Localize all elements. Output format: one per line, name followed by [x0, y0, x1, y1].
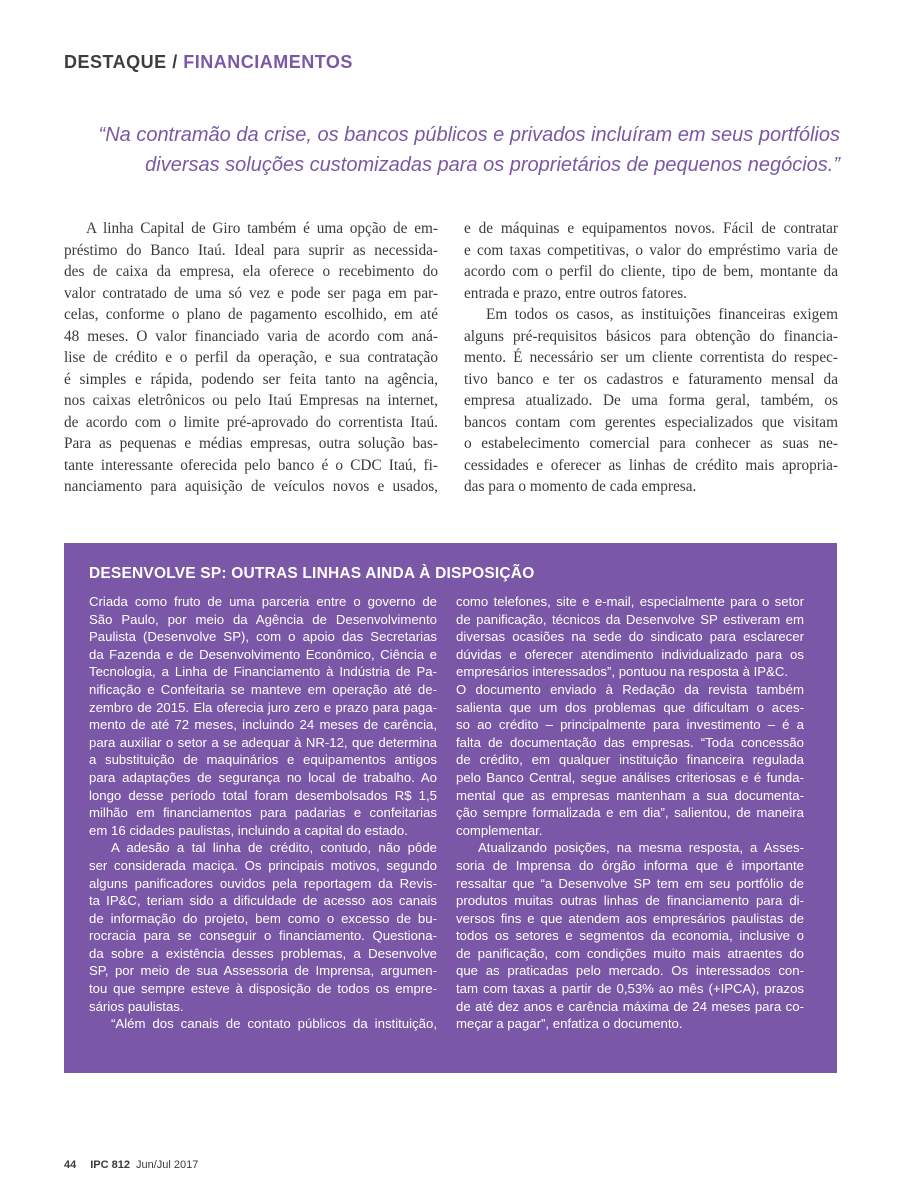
text-line: tou que sempre esteve à disposição de todos os empre-	[89, 981, 437, 997]
text-line: so ao crédito – principalmente para investimento – é a	[456, 717, 804, 733]
page-footer	[64, 1159, 198, 1171]
text-line: pelo Banco Central, segue análises criteriosas e é funda-	[456, 769, 804, 785]
text-line: dúvidas e oferecer atendimento individualizado para os	[456, 646, 804, 662]
text-line: nos caixas eletrônicos ou pelo Itaú Empresas na internet,	[64, 392, 438, 409]
text-line: em 16 cidades paulistas, incluindo a capital do estado.	[89, 822, 408, 838]
text-line: A linha Capital de Giro também é uma opção de em-	[86, 220, 438, 237]
text-line: alguns pré-requisitos básicos para obtenção do financia-	[464, 327, 838, 345]
text-line: para auxiliar o setor a se adequar à NR-12, que determina	[89, 734, 437, 750]
sidebar-box-column-left	[89, 593, 437, 1033]
text-line: de crédito, em qualquer instituição financeira regulada	[456, 752, 804, 768]
text-line: produtos muitas outras linhas de financiamento para di-	[456, 893, 804, 909]
text-line: des de caixa da empresa, ela oferece o recebimento do	[64, 263, 438, 280]
text-line: mento. É necessário ser um cliente correntista do respec-	[464, 349, 838, 366]
text-line: ressaltar que “a Desenvolve SP tem em seu portfólio de	[456, 875, 804, 891]
text-line: São Paulo, por meio da Agência de Desenvolvimento	[89, 611, 437, 627]
text-line: milhão em financiamentos para padarias e confeitarias	[89, 805, 437, 821]
text-line: nanciamento para aquisição de veículos novos e usados,	[64, 478, 438, 495]
article-column-left	[64, 218, 438, 498]
text-line: todos os setores e segmentos da economia, inclusive o	[456, 928, 804, 944]
text-line: lise de crédito e o perfil da operação, e sua contratação	[64, 349, 438, 366]
text-line: tivo banco e ter os cadastros e faturamento mensal da	[464, 370, 838, 388]
text-line: mento de até 72 meses, incluindo 24 meses de carência,	[89, 717, 437, 733]
text-line: da Fazenda e de Desenvolvimento Econômico, Ciência e	[89, 646, 437, 662]
text-line: tam com taxas a partir de 0,53% ao mês (+IPCA), prazos	[456, 981, 804, 997]
text-line: bancos contam com gerentes especializados que visitam	[464, 413, 838, 431]
text-line: o estabelecimento comercial para conhecer as suas ne-	[464, 435, 838, 452]
text-line: acordo com o perfil do cliente, tipo de bem, montante da	[464, 263, 838, 280]
text-line: Para as pequenas e médias empresas, outra solução bas-	[64, 435, 438, 452]
text-line: tante interessante oferecida pelo banco é o CDC Itaú, fi-	[64, 456, 438, 474]
text-line: de informação do projeto, bem como o excesso de bu-	[89, 910, 437, 926]
text-line: préstimo do Banco Itaú. Ideal para suprir as necessida-	[64, 241, 438, 259]
sidebar-box-title: DESENVOLVE SP: OUTRAS LINHAS AINDA À DISPOSIÇÃO	[89, 565, 535, 582]
text-line: nificação e Confeitaria se manteve em operação até de-	[89, 681, 437, 697]
text-line: de acordo com o limite pré-aprovado do correntista Itaú.	[64, 413, 438, 431]
text-line: diversas ocasiões na sede do sindicato para esclarecer	[456, 629, 804, 645]
page-number: 44	[64, 1159, 77, 1171]
text-line: mental que as empresas mantenham a sua documenta-	[456, 787, 804, 803]
text-line: empresários interessados”, pontuou na resposta à IP&C.	[456, 664, 789, 680]
text-line: rocracia para se conseguir o financiamento. Questiona-	[89, 928, 437, 944]
text-line: de panificação, com condições muito mais atraentes do	[456, 945, 804, 961]
text-line: A adesão a tal linha de crédito, contudo, não pôde	[111, 840, 437, 856]
text-line: que as praticadas pelo mercado. Os interessados con-	[456, 963, 804, 979]
text-line: é simples e rápida, podendo ser feita tanto na agência,	[64, 370, 438, 388]
article-column-right	[464, 218, 838, 498]
text-line: Em todos os casos, as instituições financeiras exigem	[486, 306, 838, 323]
text-line: Paulista (Desenvolve SP), com o apoio das Secretarias	[89, 629, 437, 645]
pull-quote-line: “Na contramão da crise, os bancos públicos e privados incluíram em seus portfólios	[98, 124, 840, 146]
text-line: salienta que um dos problemas que dificultam o aces-	[456, 699, 804, 715]
text-line: ser considerada maciça. Os principais motivos, segundo	[89, 857, 437, 873]
pull-quote	[64, 120, 840, 180]
text-line: SP, por meio de sua Assessoria de Imprensa, argumen-	[89, 963, 437, 979]
text-line: longo desse período total foram desembolsados R$ 1,5	[89, 787, 437, 803]
magazine-name: IPC 812	[90, 1159, 130, 1171]
text-line: O documento enviado à Redação da revista também	[456, 681, 804, 697]
text-line: complementar.	[456, 822, 543, 838]
text-line: “Além dos canais de contato públicos da instituição,	[111, 1016, 437, 1032]
sidebar-box	[64, 543, 837, 1073]
text-line: sários paulistas.	[89, 998, 184, 1014]
text-line: Criada como fruto de uma parceria entre o governo de	[89, 594, 437, 609]
text-line: como telefones, site e e-mail, especialmente para o setor	[456, 594, 804, 609]
text-line: cessidades e oferecer as linhas de crédito mais apropria-	[464, 456, 838, 474]
text-line: entrada e prazo, entre outros fatores.	[464, 284, 687, 302]
sidebar-box-column-right	[456, 593, 804, 1033]
text-line: e de máquinas e equipamentos novos. Fácil de contratar	[464, 220, 838, 237]
text-line: versos fins e que atendem aos empresários paulistas de	[456, 910, 804, 926]
text-line: meçar a pagar”, enfatiza o documento.	[456, 1016, 683, 1032]
text-line: celas, conforme o plano de pagamento escolhido, em até	[64, 306, 438, 323]
text-line: empresa atualizado. De uma forma geral, também, os	[464, 392, 838, 409]
text-line: Tecnologia, a Linha de Financiamento à Indústria de Pa-	[89, 664, 437, 680]
text-line: 48 meses. O valor financiado varia de acordo com aná-	[64, 327, 438, 345]
text-line: valor contratado de uma só vez e pode ser paga em par-	[64, 284, 438, 302]
topic-label: FINANCIAMENTOS	[183, 52, 353, 72]
text-line: alguns panificadores ouvidos pela reportagem da Revis-	[89, 875, 437, 891]
text-line: soria de Imprensa do órgão informa que é importante	[456, 857, 804, 873]
text-line: Atualizando posições, na mesma resposta, a Asses-	[478, 840, 804, 856]
text-line: ção sempre formalizada e em dia”, salientou, de maneira	[456, 805, 804, 821]
text-line: das para o momento de cada empresa.	[464, 478, 697, 495]
header-separator: /	[166, 52, 184, 72]
text-line: da sobre a existência desses problemas, a Desenvolve	[89, 945, 437, 961]
issue-date: Jun/Jul 2017	[136, 1159, 199, 1171]
text-line: ta IP&C, teriam sido a dificuldade de acesso aos canais	[89, 893, 437, 909]
text-line: de até dez anos e carência máxima de 24 meses para co-	[456, 998, 804, 1014]
text-line: e com taxas competitivas, o valor do empréstimo varia de	[464, 241, 838, 259]
section-header	[64, 52, 353, 73]
text-line: falta de documentação das empresas. “Toda concessão	[456, 734, 804, 750]
text-line: para adaptações de segurança no local de trabalho. Ao	[89, 769, 437, 785]
pull-quote-line: diversas soluções customizadas para os proprietários de pequenos negócios.”	[145, 154, 840, 176]
section-label: DESTAQUE	[64, 52, 167, 72]
text-line: de panificação, técnicos da Desenvolve SP estiveram em	[456, 611, 804, 627]
text-line: a substituição de maquinários e equipamentos antigos	[89, 752, 437, 768]
text-line: zembro de 2015. Ela oferecia juro zero e prazo para paga-	[89, 699, 437, 715]
